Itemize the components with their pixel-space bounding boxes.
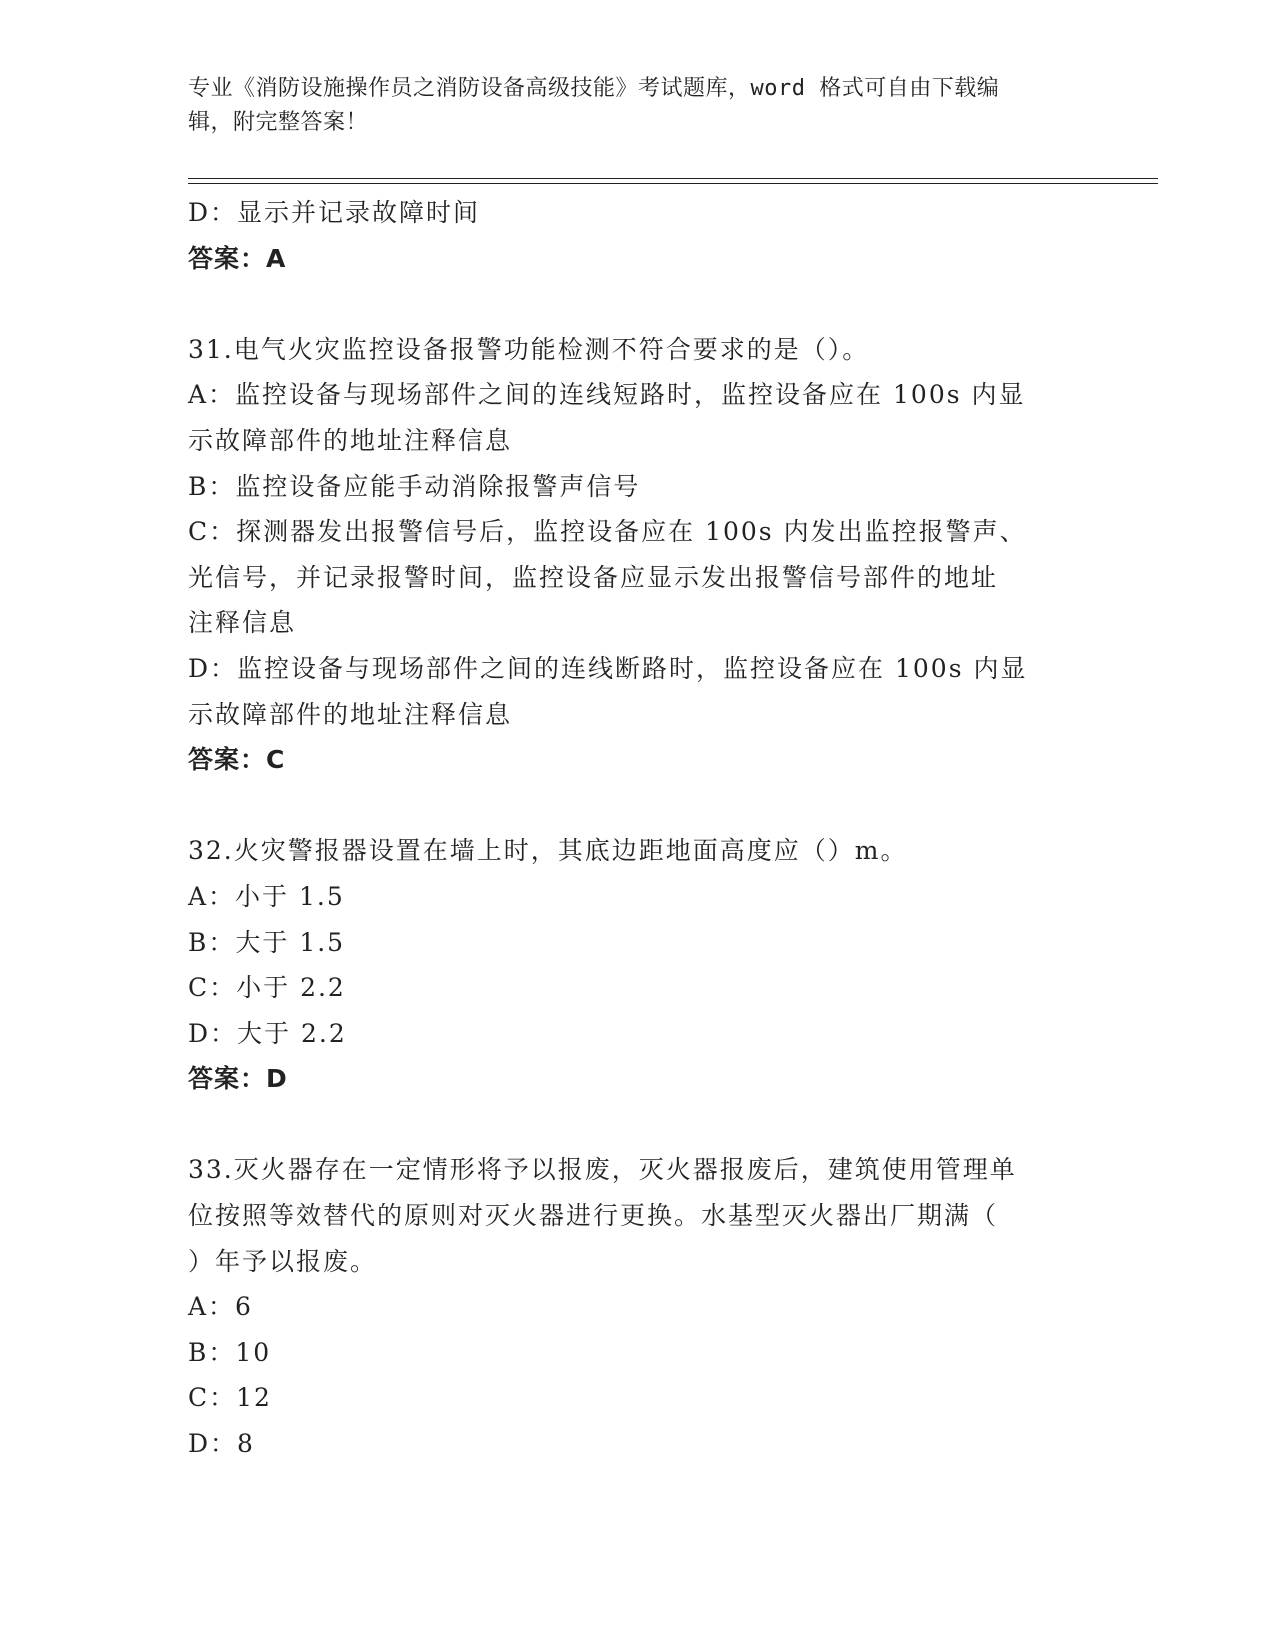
document-body [188,190,1088,1467]
question-stem: 32.火灾警报器设置在墙上时，其底边距地面高度应（）m。 [188,836,908,866]
option-b: B：大于 1.5 [188,927,346,957]
header-divider-bottom [188,183,1158,184]
option-a: A：小于 1.5 [188,881,345,911]
spacer [188,281,1088,327]
option-d: D：监控设备与现场部件之间的连线断路时，监控设备应在 100s 内显 [188,653,1028,683]
question-stem-continued: 位按照等效替代的原则对灭火器进行更换。水基型灭火器出厂期满（ [188,1201,999,1231]
answer: 答案：D [188,1064,288,1094]
previous-question-tail [188,190,1088,281]
question-32 [188,828,1088,1102]
spacer [188,783,1088,829]
header-divider-top [188,178,1158,179]
page-header [188,72,1078,140]
option-d: D：8 [188,1429,255,1459]
question-33 [188,1147,1088,1466]
option-d: D：显示并记录故障时间 [188,198,481,227]
option-c: C：小于 2.2 [188,973,346,1003]
option-d-continued: 示故障部件的地址注释信息 [188,699,513,729]
option-b: B：10 [188,1337,272,1367]
option-b: B：监控设备应能手动消除报警声信号 [188,471,641,501]
spacer [188,1102,1088,1148]
option-d: D：大于 2.2 [188,1018,347,1048]
header-line-1: 专业《消防设施操作员之消防设备高级技能》考试题库，word 格式可自由下载编 [188,76,1000,101]
option-a: A：监控设备与现场部件之间的连线短路时，监控设备应在 100s 内显 [188,380,1026,410]
option-c: C：探测器发出报警信号后，监控设备应在 100s 内发出监控报警声、 [188,517,1027,547]
header-line-2: 辑，附完整答案！ [188,110,369,135]
option-c-continued: 注释信息 [188,608,297,638]
question-31 [188,327,1088,783]
question-stem-continued: ）年予以报废。 [188,1246,378,1276]
option-a-continued: 示故障部件的地址注释信息 [188,425,513,455]
answer: 答案：A [188,243,287,273]
option-c: C：12 [188,1383,272,1413]
question-stem: 31.电气火灾监控设备报警功能检测不符合要求的是（）。 [188,334,870,364]
option-a: A：6 [188,1292,253,1322]
option-c-continued: 光信号，并记录报警时间，监控设备应显示发出报警信号部件的地址 [188,562,999,592]
answer: 答案：C [188,745,286,775]
question-stem: 33.灭火器存在一定情形将予以报废，灭火器报废后，建筑使用管理单 [188,1155,1017,1185]
